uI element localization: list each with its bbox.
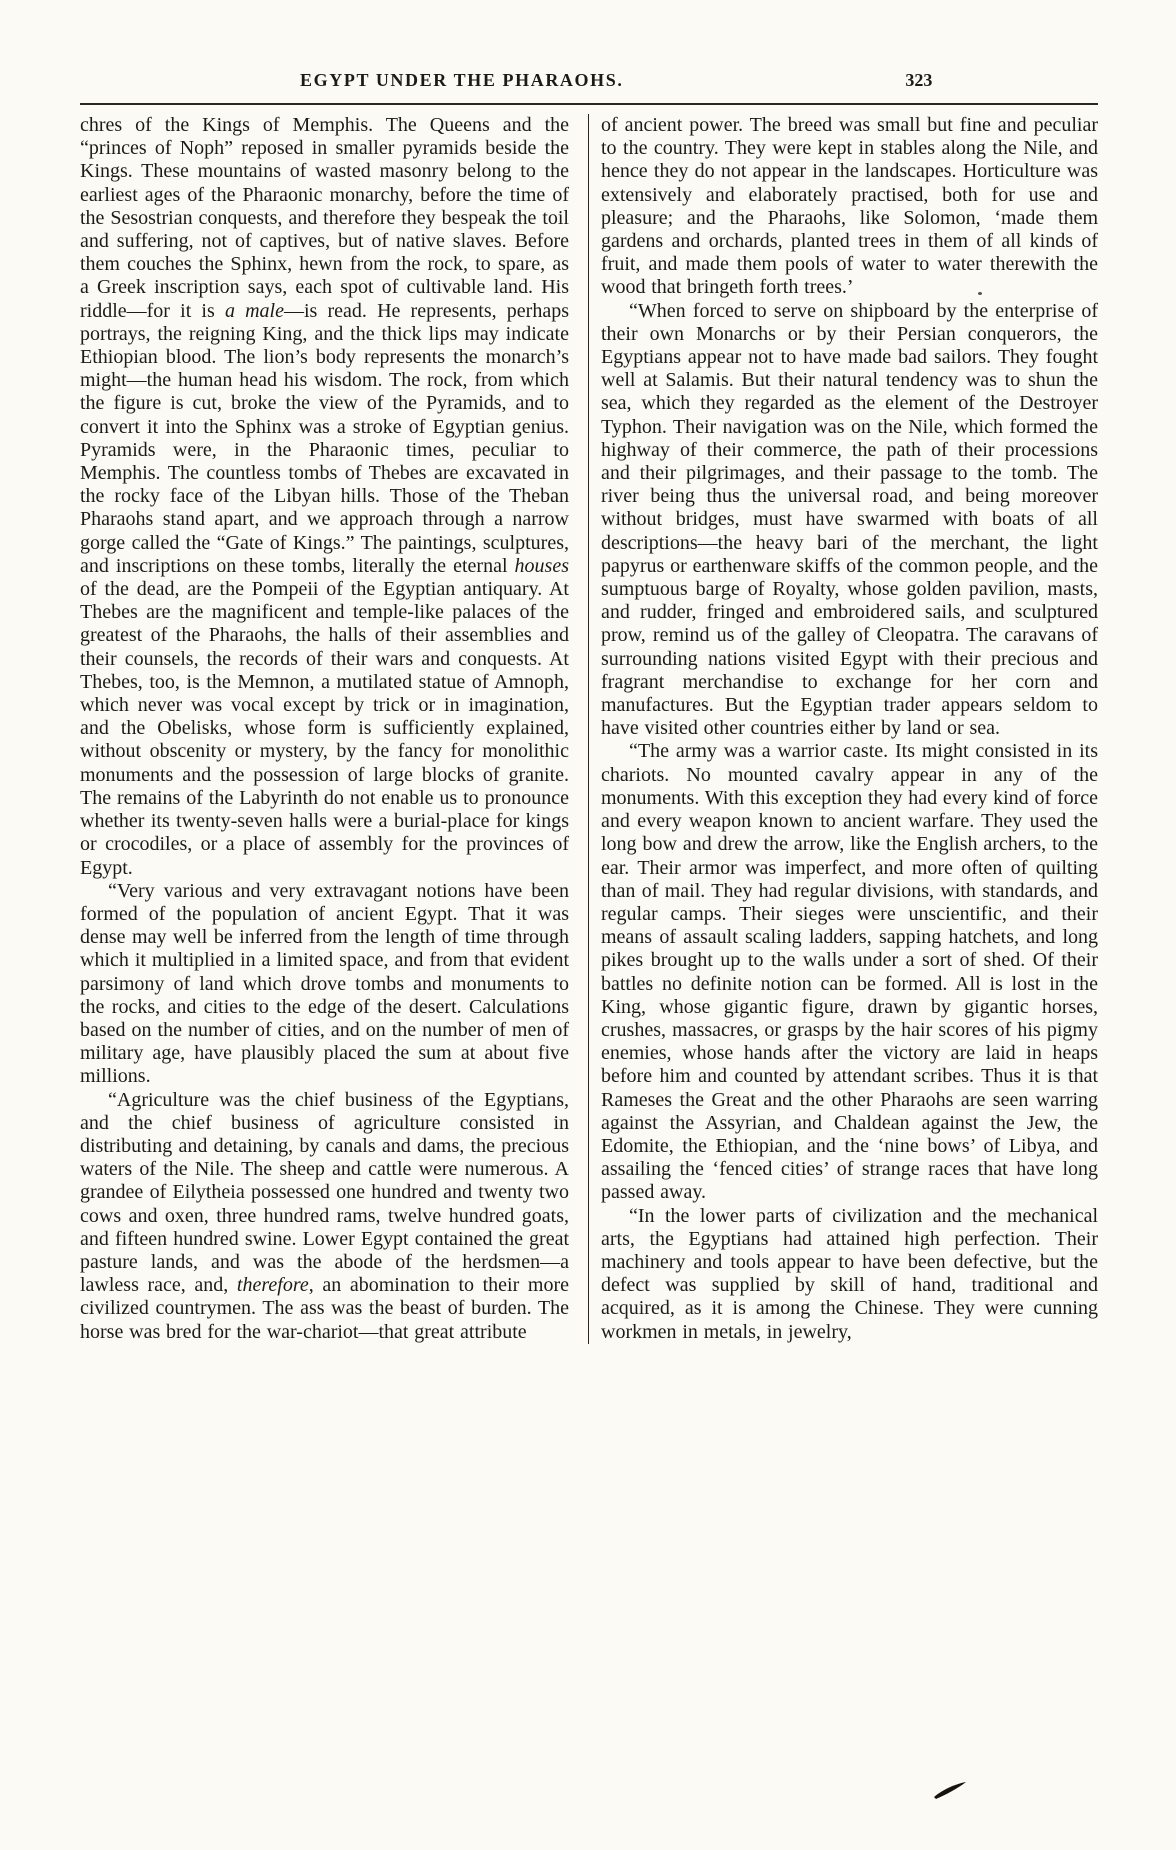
right-column (589, 114, 1098, 1344)
paragraph: “The army was a warrior caste. Its might consisted in its chariots. No mounted cavalry appear in any of the monuments. With this exception they had every kind of force and every weapon known to ancient warfare. They used the long bow and drew the arrow, like the English archers, to the ear. Their armor was imperfect, and more often of quilting than of mail. They had regular divisions, with standards, and regular camps. Their sieges were unscientific, and their means of assault scaling ladders, sapping hatchets, and long pikes brought up to the walls under a sort of shed. Of their battles no definite notion can be formed. All is lost in the King, whose gigantic figure, drawn by gigantic horses, crushes, massacres, or grasps by the hair scores of his pigmy enemies, whose hands after the victory are laid in heaps before him and counted by attendant scribes. Thus it is that Rameses the Great and the other Pharaohs are seen warring against the Assyrian, and Chaldean against the Jew, the Edomite, the Ethiopian, and the ‘nine bows’ of Libya, and assailing the ‘fenced cities’ of strange races that have long passed away. (601, 740, 1099, 1204)
paragraph: chres of the Kings of Memphis. The Queens and the “princes of Noph” reposed in smaller pyramids beside the Kings. These mountains of wasted masonry belong to the earliest ages of the Pharaonic monarchy, before the time of the Sesostrian conquests, and therefore they bespeak the toil and suffering, not of captives, but of native slaves. Before them couches the Sphinx, hewn from the rock, to spare, as a Greek inscription says, each spot of cultivable land. His riddle—for it is a male—is read. He represents, perhaps portrays, the reigning King, and the thick lips may indicate Ethiopian blood. The lion’s body represents the monarch’s might—the human head his wisdom. The rock, from which the figure is cut, broke the view of the Pyramids, and to convert it into the Sphinx was a stroke of Egyptian genius. Pyramids were, in the Pharaonic times, peculiar to Memphis. The countless tombs of Thebes are excavated in the rocky face of the Libyan hills. Those of the Theban Pharaohs stand apart, and we approach through a narrow gorge called the “Gate of Kings.” The paintings, sculptures, and inscriptions on these tombs, literally the eternal houses of the dead, are the Pompeii of the Egyptian antiquary. At Thebes are the magnificent and temple-like palaces of the greatest of the Pharaohs, the halls of their assemblies and their counsels, the records of their wars and conquests. At Thebes, too, is the Memnon, a mutilated statue of Amnoph, which never was vocal except by trick or in imagination, and the Obelisks, whose form is sufficiently explained, without obscenity or mystery, by the fancy for monolithic monuments and the possession of large blocks of granite. The remains of the Labyrinth do not enable us to pronounce whether its twenty-seven halls were a burial-place for kings or crocodiles, or a place of assembly for the provinces of Egypt. (80, 114, 569, 879)
scan-speck (978, 292, 982, 295)
paragraph: “When forced to serve on shipboard by the enterprise of their own Monarchs or by their Persian conquerors, the Egyptians appear not to have made bad sailors. They fought well at Salamis. But their natural tendency was to shun the sea, which they regarded as the element of the Destroyer Typhon. Their navigation was on the Nile, which formed the highway of their commerce, the path of their processions and their pilgrimages, and their passage to the tomb. The river being thus the universal road, and being moreover without bridges, must have swarmed with boats of all descriptions—the heavy bari of the merchant, the light papyrus or earthenware skiffs of the common people, and the sumptuous barge of Royalty, whose golden pavilion, masts, and rudder, fringed and embroidered sails, and sculptured prow, remind us of the galley of Cleopatra. The caravans of surrounding nations visited Egypt with their precious and fragrant merchandise to exchange for her corn and manufactures. But the Egyptian trader appears seldom to have visited other countries either by land or sea. (601, 299, 1098, 740)
text-columns (80, 114, 1098, 1344)
paragraph: “Agriculture was the chief business of the Egyptians, and the chief business of agriculture consisted in distributing and detaining, by canals and dams, the precious waters of the Nile. The sheep and cattle were numerous. A grandee of Eilytheia possessed one hundred and twenty two cows and oxen, three hundred rams, twelve hundred goats, and fifteen hundred swine. Lower Egypt contained the great pasture lands, and was the abode of the herdsmen—a lawless race, and, therefore, an abomination to their more civilized countrymen. The ass was the beast of burden. The horse was bred for the war-chariot—that great attribute (80, 1088, 569, 1343)
paragraph: “In the lower parts of civilization and the mechanical arts, the Egyptians had attained high perfection. Their machinery and tools appear to have been defective, but the defect was supplied by skill of hand, traditional and acquired, as it is among the Chinese. They were cunning workmen in metals, in jewelry, (601, 1204, 1098, 1343)
page-number: 323 (905, 70, 933, 90)
paragraph: “Very various and very extravagant notions have been formed of the population of ancient Egypt. That it was dense may well be inferred from the length of time through which it multiplied in a limited space, and from that evident parsimony of land which drove tombs and monuments to the rocks, and cities to the edge of the desert. Calculations based on the number of cities, and on the number of men of military age, have plausibly placed the sum at about five millions. (80, 879, 569, 1088)
ink-smudge-icon (933, 1782, 967, 1799)
paragraph: of ancient power. The breed was small but fine and peculiar to the country. They were kept in stables along the Nile, and hence they do not appear in the landscapes. Horticulture was extensively and elaborately practised, both for use and pleasure; and the Pharaohs, like Solomon, ‘made them gardens and orchards, planted trees in them of all kinds of fruit, and made them pools of water to water therewith the wood that bringeth forth trees.’ (601, 114, 1098, 299)
running-header (80, 70, 1098, 96)
page-content (80, 70, 1098, 1344)
running-header-title: EGYPT UNDER THE PHARAOHS. (300, 70, 624, 90)
header-rule (80, 103, 1098, 105)
left-column (80, 114, 588, 1344)
